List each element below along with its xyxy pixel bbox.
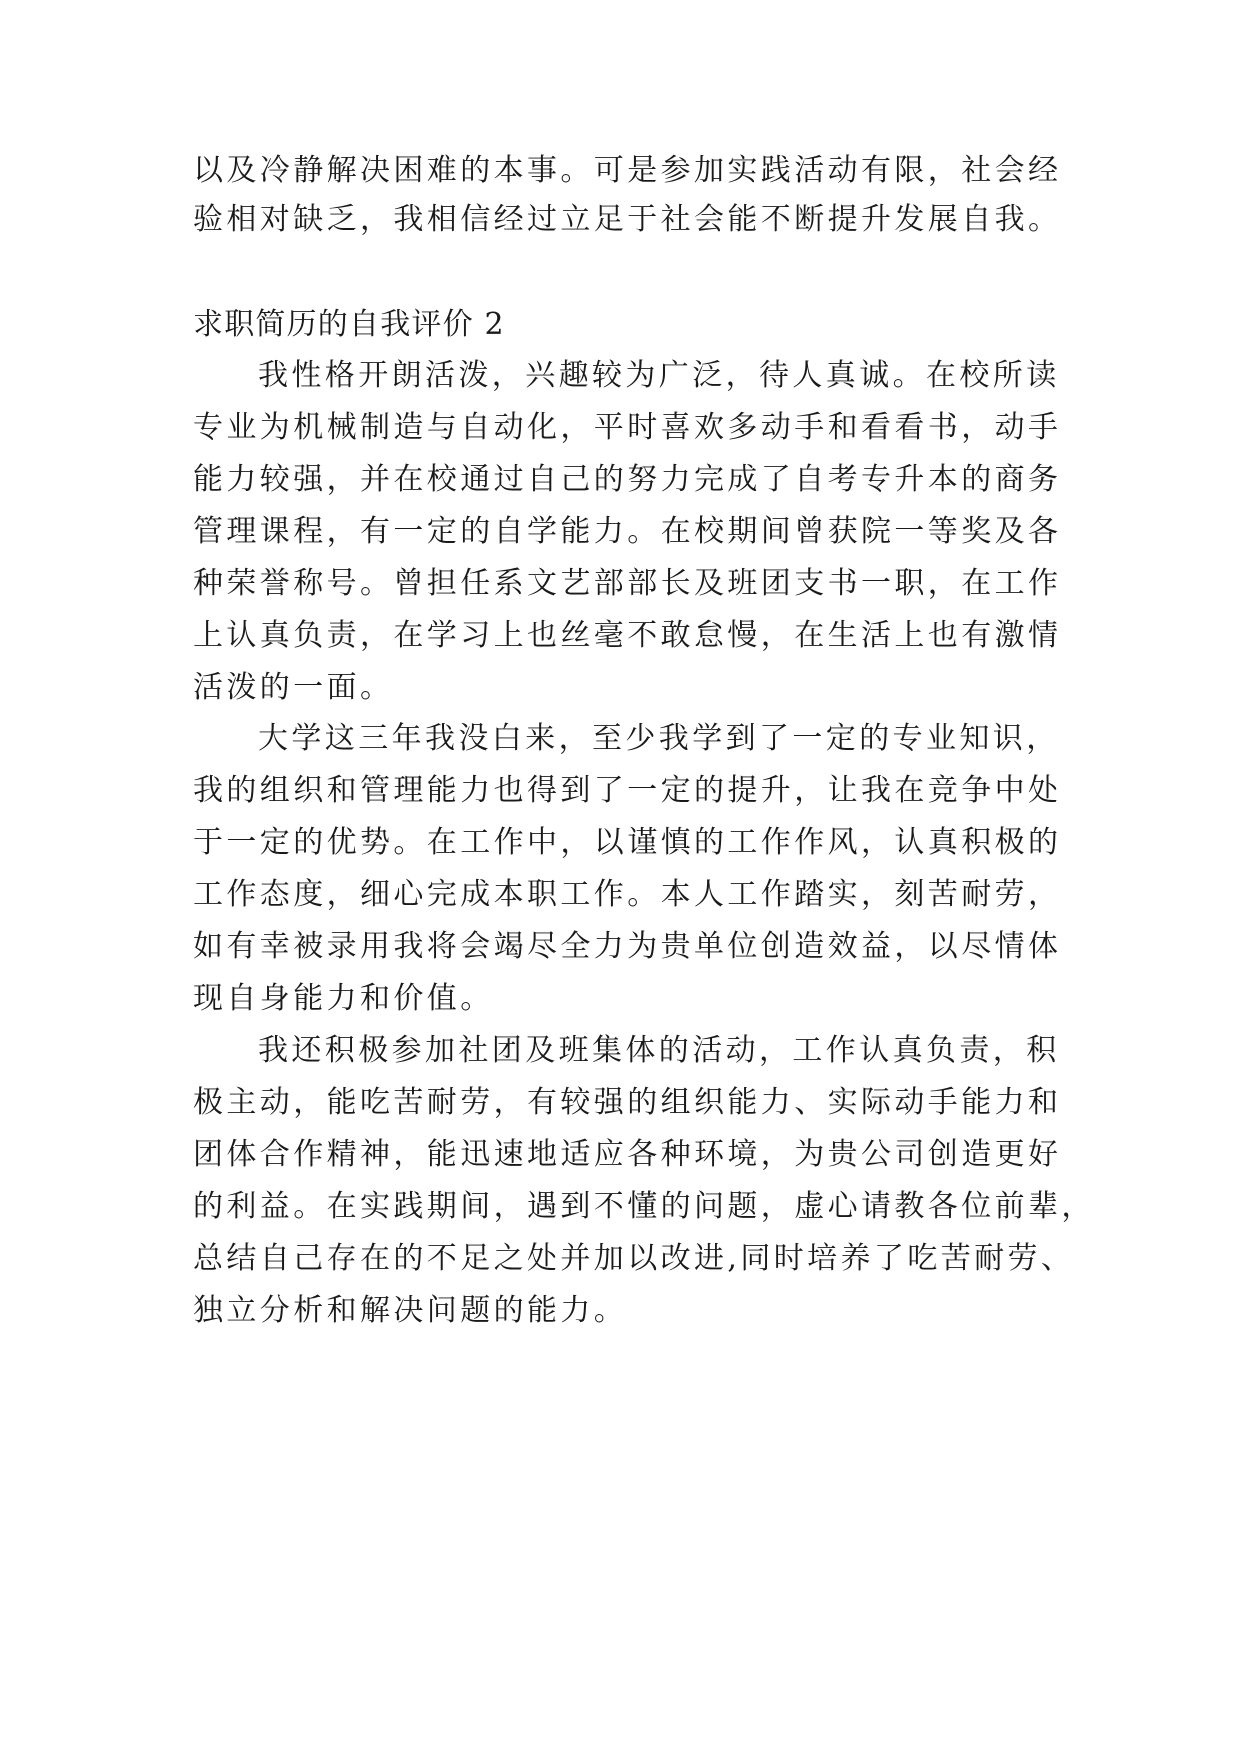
paragraph-line: 团体合作精神，能迅速地适应各种环境，为贵公司创造更好 (193, 1137, 1062, 1172)
paragraph-line: 的利益。在实践期间，遇到不懂的问题，虚心请教各位前辈， (193, 1189, 1095, 1224)
paragraph-line: 上认真负责，在学习上也丝毫不敢怠慢，在生活上也有激情 (193, 618, 1062, 653)
paragraph-line: 工作态度，细心完成本职工作。本人工作踏实，刻苦耐劳， (193, 877, 1062, 912)
section-heading: 求职简历的自我评价 2 (193, 307, 505, 342)
paragraph-line: 验相对缺乏，我相信经过立足于社会能不断提升发展自我。 (193, 202, 1062, 237)
paragraph-line: 总结自己存在的不足之处并加以改进,同时培养了吃苦耐劳、 (193, 1241, 1075, 1276)
paragraph-line: 能力较强，并在校通过自己的努力完成了自考专升本的商务 (193, 462, 1062, 497)
paragraph-line: 种荣誉称号。曾担任系文艺部部长及班团支书一职，在工作 (193, 566, 1062, 601)
paragraph-line: 大学这三年我没白来，至少我学到了一定的专业知识， (258, 721, 1060, 756)
paragraph-line: 专业为机械制造与自动化，平时喜欢多动手和看看书，动手 (193, 410, 1062, 445)
paragraph-line: 我还积极参加社团及班集体的活动，工作认真负责，积 (258, 1033, 1060, 1068)
paragraph-line: 活泼的一面。 (193, 670, 394, 705)
paragraph-line: 如有幸被录用我将会竭尽全力为贵单位创造效益，以尽情体 (193, 929, 1062, 964)
paragraph-line: 我性格开朗活泼，兴趣较为广泛，待人真诚。在校所读 (258, 358, 1060, 393)
paragraph-line: 于一定的优势。在工作中，以谨慎的工作作风，认真积极的 (193, 825, 1062, 860)
paragraph-line: 独立分析和解决问题的能力。 (193, 1293, 628, 1328)
paragraph-line: 现自身能力和价值。 (193, 981, 494, 1016)
paragraph-line: 我的组织和管理能力也得到了一定的提升，让我在竞争中处 (193, 773, 1062, 808)
paragraph-line: 以及冷静解决困难的本事。可是参加实践活动有限，社会经 (193, 153, 1062, 188)
paragraph-line: 极主动，能吃苦耐劳，有较强的组织能力、实际动手能力和 (193, 1085, 1062, 1120)
paragraph-line: 管理课程，有一定的自学能力。在校期间曾获院一等奖及各 (193, 514, 1062, 549)
